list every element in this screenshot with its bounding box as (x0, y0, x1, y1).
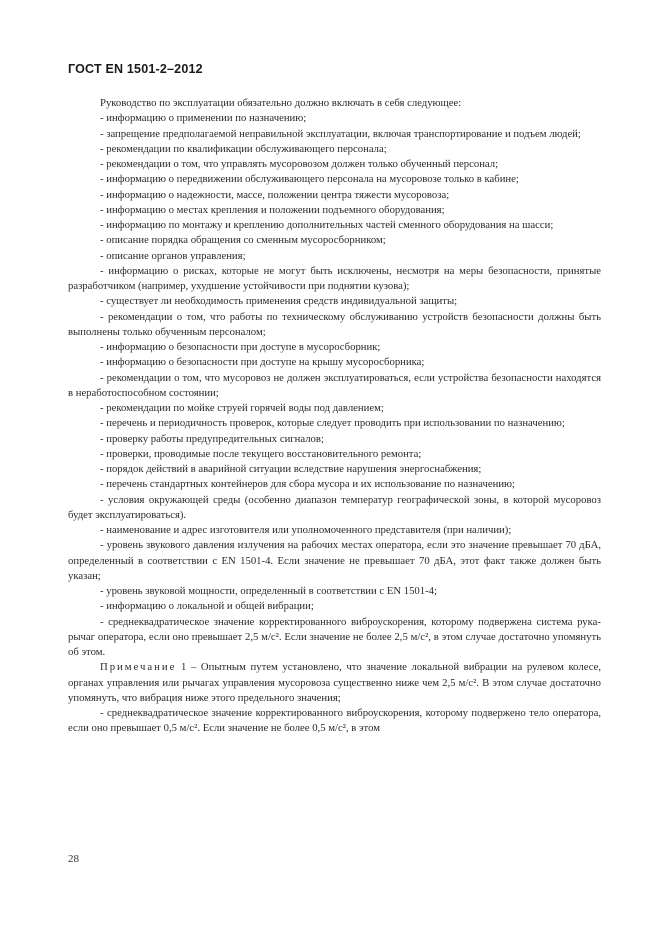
instruction-list (68, 96, 601, 660)
closing-list (68, 706, 601, 737)
list-item: - информацию о рисках, которые не могут быть исключены, несмотря на меры безопасности, принятые разработчиком (например, ухудшение устойчивости при поднятии кузова); (68, 264, 601, 292)
list-item: - описание порядка обращения со сменным мусоросборником; (100, 234, 386, 247)
list-item: - информацию о безопасности при доступе в мусоросборник; (100, 341, 381, 353)
list-item: - информацию по монтажу и креплению дополнительных частей сменного оборудования на шасси; (100, 219, 554, 231)
page-number: 28 (68, 853, 79, 865)
list-item: - информацию о локальной и общей вибрации; (100, 600, 314, 613)
list-item: - перечень стандартных контейнеров для сбора мусора и их использование по назначению; (100, 478, 516, 491)
list-item: - рекомендации о том, что работы по техническому обслуживанию устройств безопасности должны быть выполнены только обученным персоналом; (68, 310, 601, 338)
document-body (68, 96, 601, 737)
list-item: - среднеквадратическое значение корректированного виброускорения, которому подвержено тело оператора, если оно превышает 0,5 м/с². Если значение не более 0,5 м/с², в этом (68, 707, 601, 735)
note-text: – Опытным путем установлено, что значение локальной вибрации на рулевом колесе, органах управления или рычагах управления мусоровоза существенно ниже чем 2,5 м/с². В этом случае достаточно упомянуть, что вибрация ниже этого предельного значения; (68, 661, 602, 704)
list-item: - рекомендации о том, что мусоровоз не должен эксплуатироваться, если устройства безопасности находятся в неработоспособном состоянии; (68, 371, 601, 399)
list-item: - рекомендации по мойке струей горячей воды под давлением; (100, 402, 384, 414)
list-item: - проверку работы предупредительных сигналов; (100, 432, 324, 445)
list-item: - порядок действий в аварийной ситуации вследствие нарушения энергоснабжения; (100, 463, 482, 475)
note-label: Примечание (100, 661, 177, 674)
list-item: - наименование и адрес изготовителя или уполномоченного представителя (при наличии); (100, 524, 512, 536)
standard-header: ГОСТ EN 1501-2–2012 (68, 62, 203, 76)
list-item: - уровень звукового давления излучения на рабочих местах оператора, если это значение превышает 70 дБА, определенный в соответствии с EN 1501-4. Если значение не превышает 70 дБА, этот факт также должен быть указан; (68, 539, 601, 582)
list-item: - среднеквадратическое значение корректированного виброускорения, которому подвержена система рука-рычаг оператора, если оно превышает 2,5 м/с². Если значение не более 2,5 м/с², в этом случае достаточно упомянуть об этом. (68, 615, 601, 658)
list-item: - рекомендации по квалификации обслуживающего персонала; (100, 142, 387, 155)
list-item: - информацию о надежности, массе, положении центра тяжести мусоровоза; (100, 188, 450, 201)
list-item: - перечень и периодичность проверок, которые следует проводить при использовании по назначению; (100, 417, 565, 430)
list-item: - уровень звуковой мощности, определенный в соответствии с EN 1501-4; (100, 585, 437, 597)
list-item: - рекомендации о том, что управлять мусоровозом должен только обученный персонал; (100, 158, 499, 170)
list-item: - информацию о безопасности при доступе на крышу мусоросборника; (100, 356, 425, 369)
list-item: - информацию о передвижении обслуживающего персонала на мусоровозе только в кабине; (100, 173, 519, 186)
list-item: Руководство по эксплуатации обязательно должно включать в себя следующее: (100, 97, 462, 109)
list-item: - проверки, проводимые после текущего восстановительного ремонта; (100, 447, 422, 460)
list-item: - существует ли необходимость применения средств индивидуальной защиты; (100, 295, 458, 308)
note-paragraph (68, 660, 601, 706)
note-number: 1 (180, 661, 187, 674)
list-item: - описание органов управления; (100, 249, 246, 262)
list-item: - информацию о местах крепления и положении подъемного оборудования; (100, 203, 445, 216)
list-item: - запрещение предполагаемой неправильной эксплуатации, включая транспортирование и подъем людей; (100, 127, 581, 140)
list-item: - информацию о применении по назначению; (100, 112, 307, 125)
list-item: - условия окружающей среды (особенно диапазон температур географической зоны, в которой мусоровоз будет эксплуатироваться). (68, 493, 601, 521)
